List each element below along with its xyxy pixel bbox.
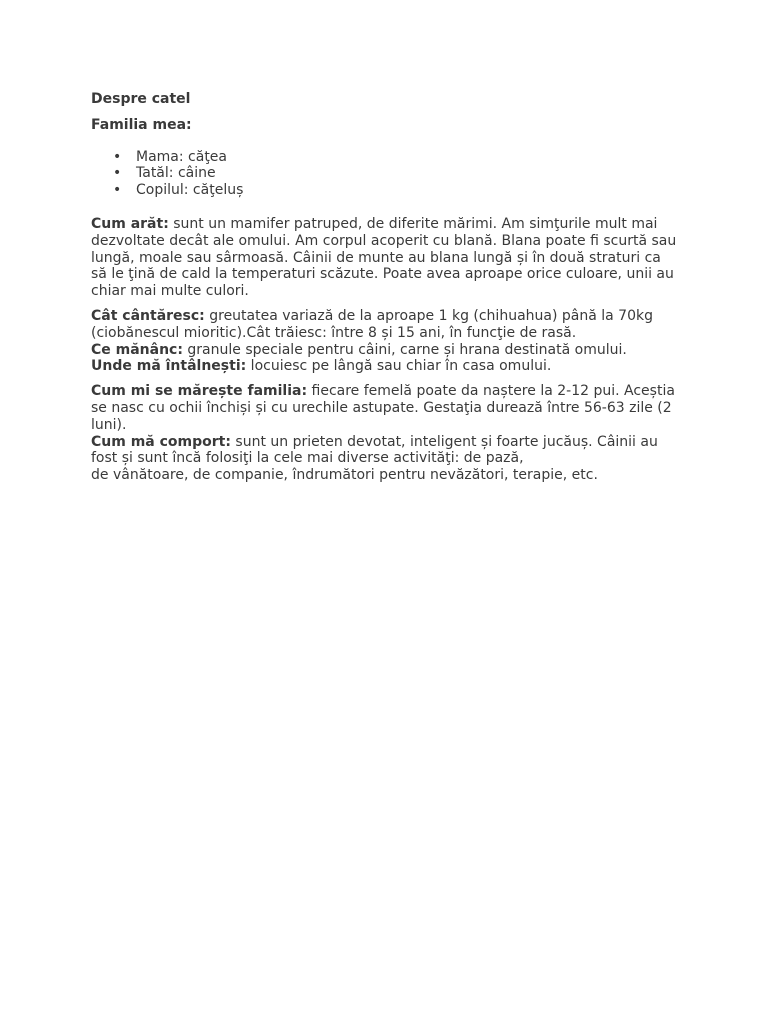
section-text: fiecare femelă poate da naștere la 2-12 pui. Aceștia se nasc cu ochii închiși și cu urechile astupate. Gestaţia durează între 56-63 zile (2 luni). (91, 383, 675, 433)
section-label: Cum mi se mărește familia: (91, 383, 308, 400)
paragraph-look (91, 216, 681, 300)
section-text: locuiesc pe lângă sau chiar în casa omului. (246, 358, 552, 375)
section-label: Ce mănânc: (91, 341, 183, 358)
section-text: granule speciale pentru câini, carne și hrana destinată omului. (182, 341, 627, 358)
section-text: greutatea variază de la aproape 1 kg (chihuahua) până la 70kg (ciobănescul mioritic).Cât trăiesc: între 8 și 15 ani, în funcţie de rasă. (91, 307, 653, 341)
bullet-icon: • (113, 165, 122, 182)
section-label: Cât cântăresc: (91, 307, 205, 324)
family-heading: Familia mea: (91, 116, 192, 133)
section-text: sunt un mamifer patruped, de diferite mărimi. Am simţurile mult mai dezvoltate decât ale omului. Am corpul acoperit cu blană. Blana poate fi scurtă sau lungă, moale sau sârmoasă. Câinii de munte au blana lungă și în două straturi ca să le ţină de cald la temperaturi scăzute. Poate avea aproape orice culoare, unii au chiar mai multe culori. (91, 215, 677, 300)
bullet-icon: • (113, 148, 122, 165)
list-item: • Tatăl: câine (113, 165, 216, 182)
family-list (91, 149, 681, 199)
paragraph-weight (91, 308, 681, 342)
bullet-icon: • (113, 182, 122, 199)
paragraph-food (91, 342, 681, 359)
document-body (91, 91, 681, 484)
section-label: Cum arăt: (91, 215, 169, 232)
document-title: Despre catel (91, 91, 191, 107)
paragraph-habitat (91, 358, 681, 375)
paragraph-behavior (91, 434, 681, 484)
section-label: Unde mă întâlnești: (91, 358, 247, 375)
paragraph-reproduction (91, 383, 681, 433)
section-text-continued: de vânătoare, de companie, îndrumători pentru nevăzători, terapie, etc. (91, 467, 598, 484)
list-item: • Mama: căţea (113, 148, 227, 165)
section-text: sunt un prieten devotat, inteligent și foarte jucăuș. Câinii au fost și sunt încă folosiţi la cele mai diverse activităţi: de pază, (91, 433, 658, 467)
section-label: Cum mă comport: (91, 433, 231, 450)
list-item: • Copilul: căţeluș (113, 182, 244, 199)
